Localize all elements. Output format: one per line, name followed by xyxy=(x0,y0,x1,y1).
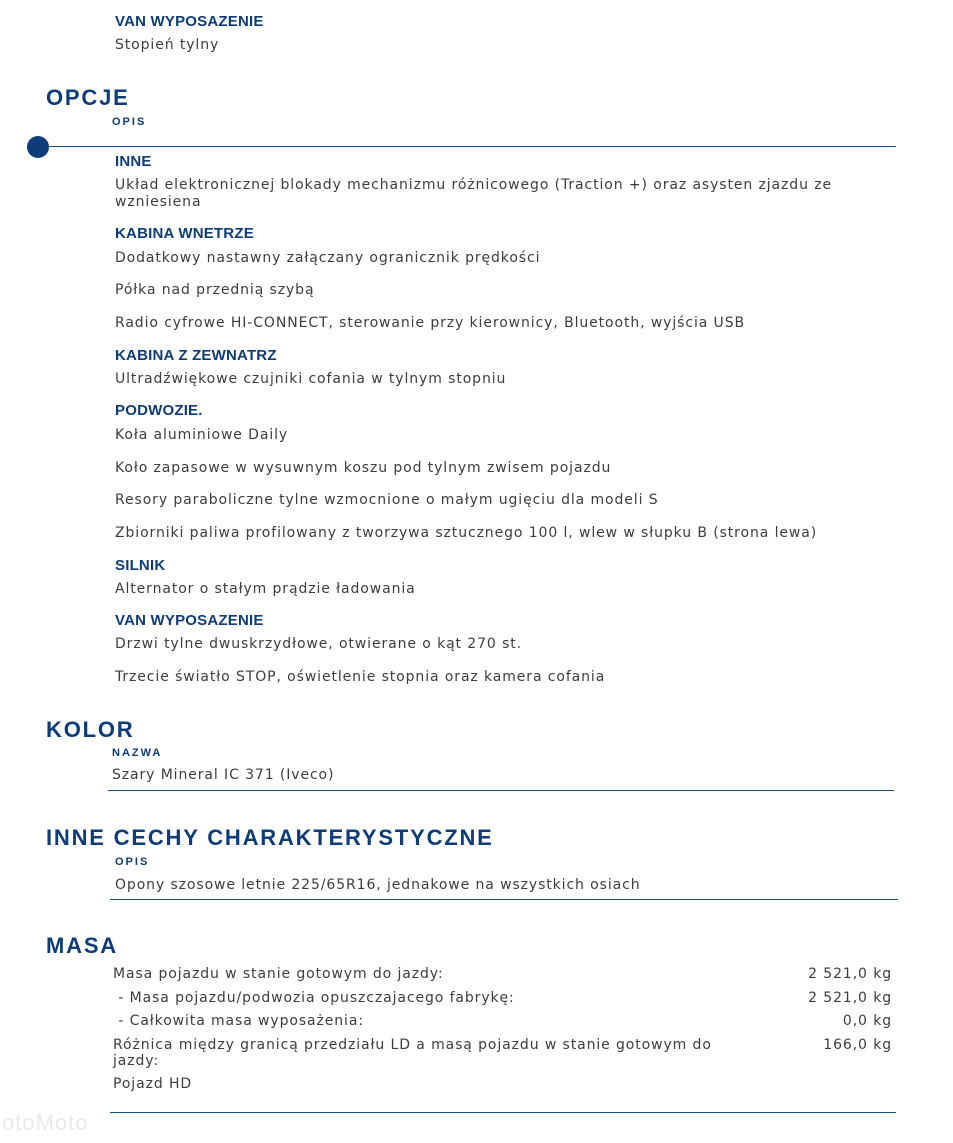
feature-description: Opony szosowe letnie 225/65R16, jednakowe na wszystkich osiach xyxy=(115,877,641,893)
list-item: Trzecie światło STOP, oświetlenie stopnia oraz kamera cofania xyxy=(115,669,606,685)
list-item: Radio cyfrowe HI-CONNECT, sterowanie przy kierownicy, Bluetooth, wyjścia USB xyxy=(115,315,745,331)
category-heading: INNE xyxy=(115,153,152,170)
divider xyxy=(46,146,896,147)
list-item: Ultradźwiękowe czujniki cofania w tylnym stopniu xyxy=(115,371,507,387)
section-title-masa: MASA xyxy=(46,933,118,958)
list-item: Stopień tylny xyxy=(115,37,220,53)
list-item: Resory paraboliczne tylne wzmocnione o małym ugięciu dla modeli S xyxy=(115,492,659,508)
section-title-inne-cechy: INNE CECHY CHARAKTERYSTYCZNE xyxy=(46,825,494,850)
category-heading: KABINA WNETRZE xyxy=(115,225,254,242)
list-item: Koło zapasowe w wysuwnym koszu pod tylnym zwisem pojazdu xyxy=(115,460,612,476)
list-item: Zbiorniki paliwa profilowany z tworzywa sztucznego 100 l, wlew w słupku B (strona lewa) xyxy=(115,525,818,541)
section-title-opcje: OPCJE xyxy=(46,85,130,110)
divider xyxy=(110,1112,896,1113)
timeline-dot xyxy=(27,136,49,158)
category-heading: VAN WYPOSAZENIE xyxy=(115,612,264,629)
category-heading: VAN WYPOSAZENIE xyxy=(115,13,264,30)
section-subtitle: NAZWA xyxy=(112,747,163,759)
mass-label: - Masa pojazdu/podwozia opuszczajacego fabrykę: xyxy=(113,990,515,1006)
mass-value: 166,0 kg xyxy=(823,1037,892,1053)
section-subtitle: OPIS xyxy=(112,116,147,128)
list-item: Alternator o stałym prądzie ładowania xyxy=(115,581,416,597)
mass-label: - Całkowita masa wyposażenia: xyxy=(113,1013,364,1029)
list-item: Półka nad przednią szybą xyxy=(115,282,315,298)
list-item: Dodatkowy nastawny załączany ogranicznik prędkości xyxy=(115,250,541,266)
watermark-logo: otoMoto xyxy=(2,1110,89,1135)
vehicle-class-note: Pojazd HD xyxy=(113,1076,193,1092)
mass-value: 2 521,0 kg xyxy=(808,990,892,1006)
mass-label: Różnica między granicą przedziału LD a masą pojazdu w stanie gotowym do jazdy: xyxy=(113,1037,712,1069)
category-heading: KABINA Z ZEWNATRZ xyxy=(115,347,277,364)
divider xyxy=(108,790,894,791)
category-heading: PODWOZIE. xyxy=(115,402,203,419)
color-name: Szary Mineral IC 371 (Iveco) xyxy=(112,767,335,783)
section-title-kolor: KOLOR xyxy=(46,717,135,742)
divider xyxy=(110,899,898,900)
category-heading: SILNIK xyxy=(115,557,166,574)
mass-label: Masa pojazdu w stanie gotowym do jazdy: xyxy=(113,966,444,982)
mass-value: 2 521,0 kg xyxy=(808,966,892,982)
list-item: Drzwi tylne dwuskrzydłowe, otwierane o kąt 270 st. xyxy=(115,636,522,652)
list-item: Koła aluminiowe Daily xyxy=(115,427,289,443)
list-item: Układ elektronicznej blokady mechanizmu różnicowego (Traction +) oraz asysten zjazdu ze wzniesiena xyxy=(115,177,832,210)
mass-value: 0,0 kg xyxy=(842,1013,892,1029)
section-subtitle: OPIS xyxy=(115,856,150,868)
